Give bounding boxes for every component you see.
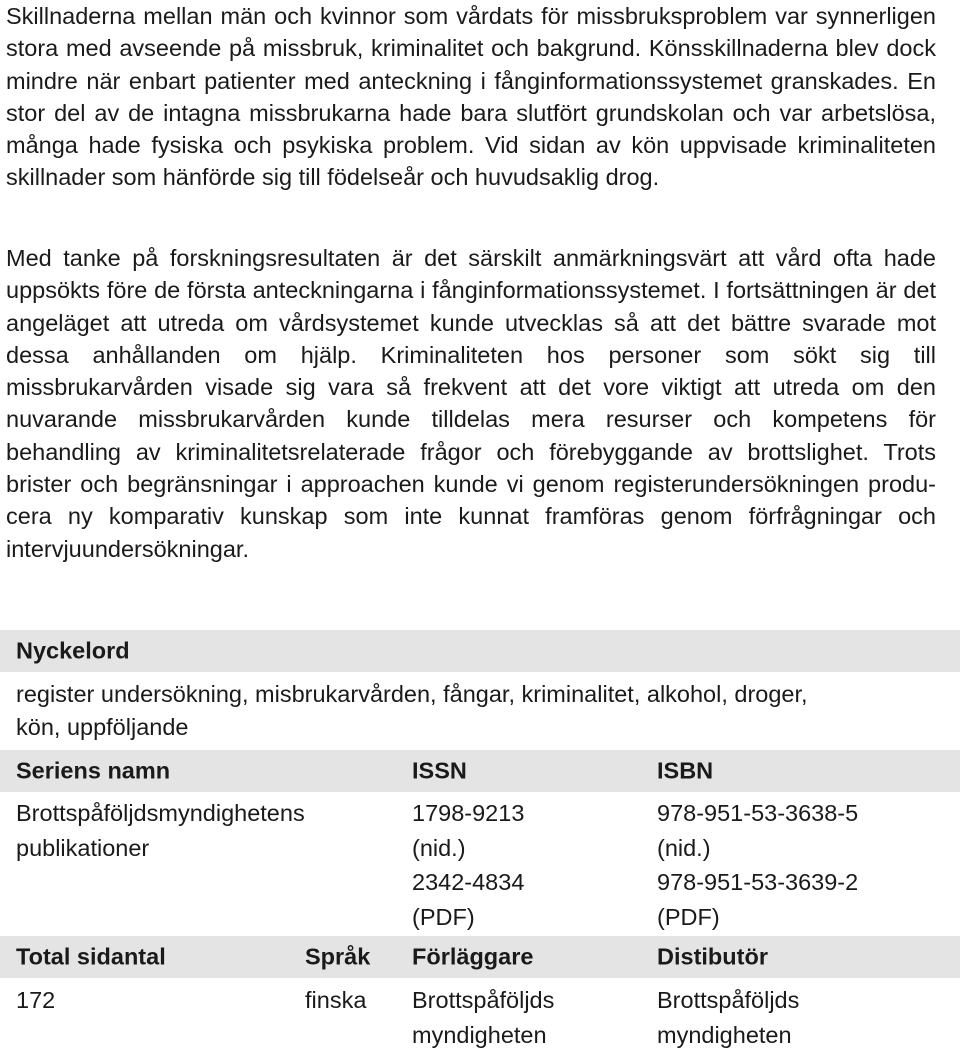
distributor-line: myndigheten: [657, 1018, 799, 1052]
body-paragraph: Skillnaderna mellan män och kvinnor som vårdats för missbruksproblem var synnerligen stora med avseende på missbruk, kriminalitet och bakgrund. Könsskillnaderna blev dock mindre när enbart patienter med anteckning i fånginformationssystemet granskades. En stor del av de intagna missbrukarna hade bara slutfört grundskolan och var arbetslösa, många hade fysiska och psykiska problem. Vid sidan av kön uppvisade kriminaliteten skillnader som hänförde sig till födelseår och huvudsaklig drog.: [6, 0, 936, 194]
distributor-cell: [657, 983, 799, 1052]
keywords-list: [16, 678, 946, 744]
publisher-cell: [412, 983, 554, 1052]
header-series-name: Seriens namn: [16, 758, 170, 785]
publisher-line: Brottspåföljds: [412, 983, 554, 1018]
isbn-line: 978-951-53-3639-2: [657, 865, 858, 900]
header-total-pages: Total sidantal: [16, 944, 166, 971]
keywords-heading-band: [0, 630, 960, 672]
keywords-heading: Nyckelord: [16, 638, 130, 665]
issn-line: (PDF): [412, 900, 524, 935]
total-pages-value: 172: [16, 983, 55, 1018]
isbn-line: 978-951-53-3638-5: [657, 796, 858, 831]
isbn-cell: [657, 796, 858, 934]
issn-line: 1798-9213: [412, 796, 524, 831]
isbn-line: (PDF): [657, 900, 858, 935]
series-name-line: publikationer: [16, 831, 305, 866]
header-publisher: Förläggare: [412, 944, 533, 971]
header-isbn: ISBN: [657, 758, 713, 785]
issn-cell: [412, 796, 524, 934]
series-name-line: Brottspåföljdsmyndighetens: [16, 796, 305, 831]
issn-line: (nid.): [412, 831, 524, 866]
body-paragraph: Med tanke på forskningsresultaten är det särskilt anmärkningsvärt att vård ofta hade uppsökts före de första anteckningarna i fånginformationssystemet. I fortsättningen är det angeläget att utreda om vårdsystemet kunde utvecklas så att det bättre svarade mot dessa anhållanden om hjälp. Kriminaliteten hos personer som sökt sig till missbrukarvården visade sig vara så frekvent att det vore viktigt att utreda om den nuvarande missbrukarvården kunde tilldelas mera resurser och kompetens för behandling av kriminalitetsrelaterade frågor och förebyggande av brottslighet. Trots brister och begränsningar i approachen kunde vi genom registerundersökningen producera ny komparativ kunskap som inte kunnat framföras genom förfrågningar och intervjuundersökningar.: [6, 242, 936, 565]
header-language: Språk: [305, 944, 370, 971]
distributor-line: Brottspåföljds: [657, 983, 799, 1018]
issn-line: 2342-4834: [412, 865, 524, 900]
header-distributor: Distibutör: [657, 944, 768, 971]
publisher-line: myndigheten: [412, 1018, 554, 1052]
language-value: finska: [305, 983, 366, 1018]
publication-header-row: [0, 750, 960, 792]
details-header-row: [0, 936, 960, 978]
series-name-cell: [16, 796, 305, 865]
isbn-line: (nid.): [657, 831, 858, 866]
keywords-line: kön, uppföljande: [16, 711, 946, 744]
keywords-line: register undersökning, misbrukarvården, fångar, kriminalitet, alkohol, droger,: [16, 678, 946, 711]
header-issn: ISSN: [412, 758, 467, 785]
